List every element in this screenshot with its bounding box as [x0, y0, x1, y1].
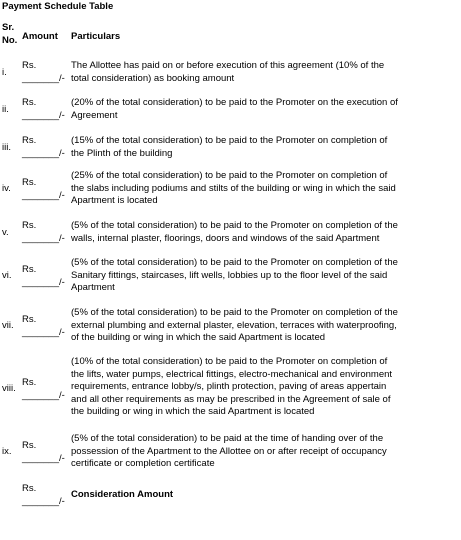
- row-sr: iv.: [2, 183, 11, 194]
- row-particulars: (15% of the total consideration) to be paid to the Promoter on completion of the Plinth of the building: [71, 135, 388, 159]
- amount-blank: _______/-: [22, 276, 65, 288]
- row-amount: [22, 264, 70, 289]
- header-sr-no: Sr. No.: [2, 22, 18, 46]
- amount-blank: _______/-: [22, 109, 65, 121]
- amount-blank: _______/-: [22, 452, 65, 464]
- row-particulars: (5% of the total consideration) to be paid to the Promoter on completion of the external plumbing and external plaster, elevation, terraces with waterproofing, of the building or wing in which the said Apartment is located: [71, 307, 398, 344]
- row-sr: ix.: [2, 446, 12, 457]
- row-sr: ii.: [2, 104, 9, 115]
- amount-prefix: Rs.: [22, 377, 37, 388]
- table-title: Payment Schedule Table: [2, 1, 114, 12]
- row-particulars: (25% of the total consideration) to be paid to the Promoter on completion of the slabs including podiums and stilts of the building or wing in which the said Apartment is located: [71, 170, 396, 207]
- row-amount: [22, 377, 70, 402]
- amount-blank: _______/-: [22, 326, 65, 338]
- amount-prefix: Rs.: [22, 97, 37, 108]
- row-sr: vi.: [2, 270, 12, 281]
- row-amount: [22, 314, 70, 339]
- row-sr: vii.: [2, 320, 14, 331]
- row-amount: [22, 440, 70, 465]
- row-sr: iii.: [2, 142, 11, 153]
- row-particulars: The Allottee has paid on or before execution of this agreement (10% of the total consideration) as booking amount: [71, 60, 385, 84]
- row-particulars: (5% of the total consideration) to be paid at the time of handing over of the possession of the Apartment to the Allottee on or after receipt of occupancy certificate or completion certificate: [71, 433, 387, 470]
- consideration-amount-label: Consideration Amount: [71, 489, 174, 500]
- amount-prefix: Rs.: [22, 177, 37, 188]
- table-header: [0, 22, 461, 50]
- amount-blank: _______/-: [22, 495, 65, 507]
- row-sr: viii.: [2, 383, 16, 394]
- amount-blank: _______/-: [22, 72, 65, 84]
- row-amount: [22, 97, 70, 122]
- row-particulars: (5% of the total consideration) to be paid to the Promoter on completion of the Sanitary fittings, staircases, lift wells, lobbies up to the floor level of the said Apartment: [71, 257, 398, 294]
- amount-prefix: Rs.: [22, 440, 37, 451]
- header-amount: Amount: [22, 31, 58, 42]
- amount-blank: _______/-: [22, 147, 65, 159]
- amount-prefix: Rs.: [22, 314, 37, 325]
- row-amount: [22, 177, 70, 202]
- amount-blank: _______/-: [22, 189, 65, 201]
- amount-prefix: Rs.: [22, 264, 37, 275]
- row-sr: v.: [2, 227, 9, 238]
- amount-prefix: Rs.: [22, 483, 37, 494]
- header-particulars: Particulars: [71, 31, 121, 42]
- amount-blank: _______/-: [22, 389, 65, 401]
- row-particulars: (5% of the total consideration) to be paid to the Promoter on completion of the walls, internal plaster, floorings, doors and windows of the said Apartment: [71, 220, 398, 244]
- row-particulars: (10% of the total consideration) to be paid to the Promoter on completion of the lifts, water pumps, electrical fittings, electro-mechanical and environment requirements, entrance lobby/s, plinth protection, paving of areas appertain and all other requirements as may be prescribed in the Agreement of sale of the building or wing in which the said Apartment is located: [71, 356, 393, 418]
- row-amount: [22, 220, 70, 245]
- amount-prefix: Rs.: [22, 220, 37, 231]
- amount-blank: _______/-: [22, 232, 65, 244]
- amount-prefix: Rs.: [22, 60, 37, 71]
- row-particulars: (20% of the total consideration) to be paid to the Promoter on the execution of Agreement: [71, 97, 398, 121]
- amount-prefix: Rs.: [22, 135, 37, 146]
- row-amount: [22, 135, 70, 160]
- row-amount: [22, 60, 70, 85]
- row-amount: [22, 483, 70, 508]
- row-sr: i.: [2, 67, 7, 78]
